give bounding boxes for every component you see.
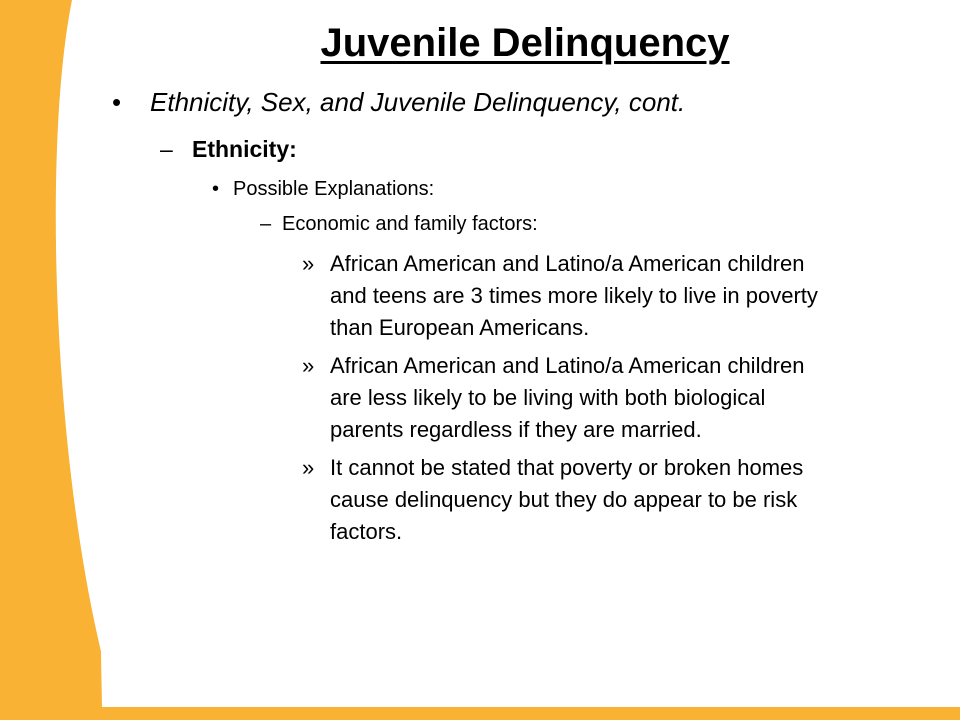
bullet-level-3 (212, 175, 434, 203)
bullet-level-4 (260, 210, 538, 238)
dash-marker: – (160, 136, 173, 162)
chevron-marker: » (302, 455, 315, 480)
bullet-marker: • (112, 87, 122, 117)
sub-point-item (302, 248, 818, 344)
bullet-text: Ethnicity, Sex, and Juvenile Delinquency, cont. (150, 87, 686, 117)
bullet-text: Economic and family factors: (282, 213, 538, 235)
sub-point-text: It cannot be stated that poverty or broken homes cause delinquency but they do appear to be risk factors. (330, 455, 804, 544)
sub-point-text: African American and Latino/a American children and teens are 3 times more likely to live in poverty than European Americans. (330, 251, 818, 340)
slide-title: Juvenile Delinquency (320, 21, 730, 65)
sub-point-item (302, 350, 804, 446)
dash-marker: – (260, 213, 272, 235)
bullet-marker: • (212, 178, 220, 200)
bullet-level-1 (112, 84, 685, 120)
bullet-text: Ethnicity: (192, 136, 297, 162)
bullet-text: Possible Explanations: (233, 178, 435, 200)
sub-point-text: African American and Latino/a American children are less likely to be living with both biological parents regardless if they are married. (330, 353, 805, 442)
sub-point-item (302, 452, 803, 548)
orange-bottom-bar (100, 707, 960, 720)
chevron-marker: » (302, 353, 315, 378)
bullet-level-2 (160, 133, 297, 165)
chevron-marker: » (302, 251, 315, 276)
